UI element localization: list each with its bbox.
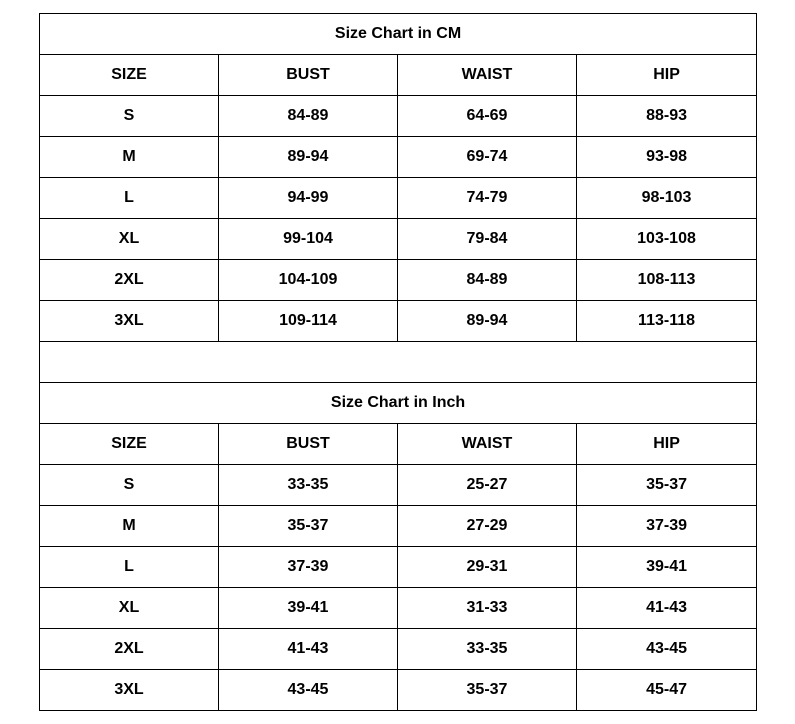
inch-header-hip: HIP [577, 424, 757, 465]
inch-header-waist: WAIST [398, 424, 577, 465]
inch-header-bust: BUST [219, 424, 398, 465]
cm-size-cell: S [40, 96, 219, 137]
inch-size-cell: 2XL [40, 629, 219, 670]
cm-header-hip: HIP [577, 55, 757, 96]
cm-header-size: SIZE [40, 55, 219, 96]
inch-title-row [40, 383, 757, 424]
table-row [40, 670, 757, 711]
cm-size-cell: M [40, 137, 219, 178]
inch-bust-cell: 39-41 [219, 588, 398, 629]
inch-size-cell: L [40, 547, 219, 588]
inch-size-cell: 3XL [40, 670, 219, 711]
inch-bust-cell: 43-45 [219, 670, 398, 711]
inch-chart-title: Size Chart in Inch [40, 383, 757, 424]
inch-waist-cell: 25-27 [398, 465, 577, 506]
cm-waist-cell: 79-84 [398, 219, 577, 260]
inch-waist-cell: 31-33 [398, 588, 577, 629]
table-row [40, 547, 757, 588]
cm-waist-cell: 84-89 [398, 260, 577, 301]
inch-header-size: SIZE [40, 424, 219, 465]
inch-waist-cell: 27-29 [398, 506, 577, 547]
cm-waist-cell: 69-74 [398, 137, 577, 178]
inch-hip-cell: 41-43 [577, 588, 757, 629]
cm-bust-cell: 89-94 [219, 137, 398, 178]
cm-size-cell: 2XL [40, 260, 219, 301]
inch-hip-cell: 43-45 [577, 629, 757, 670]
spacer-cell [40, 342, 757, 383]
inch-waist-cell: 29-31 [398, 547, 577, 588]
inch-bust-cell: 41-43 [219, 629, 398, 670]
inch-waist-cell: 33-35 [398, 629, 577, 670]
cm-size-cell: 3XL [40, 301, 219, 342]
table-row [40, 629, 757, 670]
cm-waist-cell: 74-79 [398, 178, 577, 219]
cm-bust-cell: 104-109 [219, 260, 398, 301]
size-chart-table [39, 13, 757, 711]
inch-header-row [40, 424, 757, 465]
inch-waist-cell: 35-37 [398, 670, 577, 711]
cm-hip-cell: 103-108 [577, 219, 757, 260]
inch-size-cell: M [40, 506, 219, 547]
cm-bust-cell: 109-114 [219, 301, 398, 342]
table-row [40, 219, 757, 260]
cm-hip-cell: 108-113 [577, 260, 757, 301]
cm-bust-cell: 84-89 [219, 96, 398, 137]
cm-hip-cell: 93-98 [577, 137, 757, 178]
cm-hip-cell: 98-103 [577, 178, 757, 219]
cm-header-waist: WAIST [398, 55, 577, 96]
cm-waist-cell: 89-94 [398, 301, 577, 342]
table-row [40, 137, 757, 178]
cm-header-row [40, 55, 757, 96]
cm-waist-cell: 64-69 [398, 96, 577, 137]
table-row [40, 178, 757, 219]
inch-bust-cell: 37-39 [219, 547, 398, 588]
cm-size-cell: XL [40, 219, 219, 260]
cm-bust-cell: 99-104 [219, 219, 398, 260]
inch-size-cell: S [40, 465, 219, 506]
inch-hip-cell: 45-47 [577, 670, 757, 711]
cm-size-cell: L [40, 178, 219, 219]
table-row [40, 96, 757, 137]
table-row [40, 588, 757, 629]
inch-size-cell: XL [40, 588, 219, 629]
inch-bust-cell: 35-37 [219, 506, 398, 547]
inch-hip-cell: 39-41 [577, 547, 757, 588]
inch-hip-cell: 35-37 [577, 465, 757, 506]
cm-header-bust: BUST [219, 55, 398, 96]
spacer-row [40, 342, 757, 383]
inch-bust-cell: 33-35 [219, 465, 398, 506]
table-row [40, 301, 757, 342]
table-row [40, 506, 757, 547]
cm-hip-cell: 113-118 [577, 301, 757, 342]
cm-hip-cell: 88-93 [577, 96, 757, 137]
cm-title-row [40, 14, 757, 55]
cm-chart-title: Size Chart in CM [40, 14, 757, 55]
inch-hip-cell: 37-39 [577, 506, 757, 547]
table-row [40, 465, 757, 506]
cm-bust-cell: 94-99 [219, 178, 398, 219]
table-row [40, 260, 757, 301]
